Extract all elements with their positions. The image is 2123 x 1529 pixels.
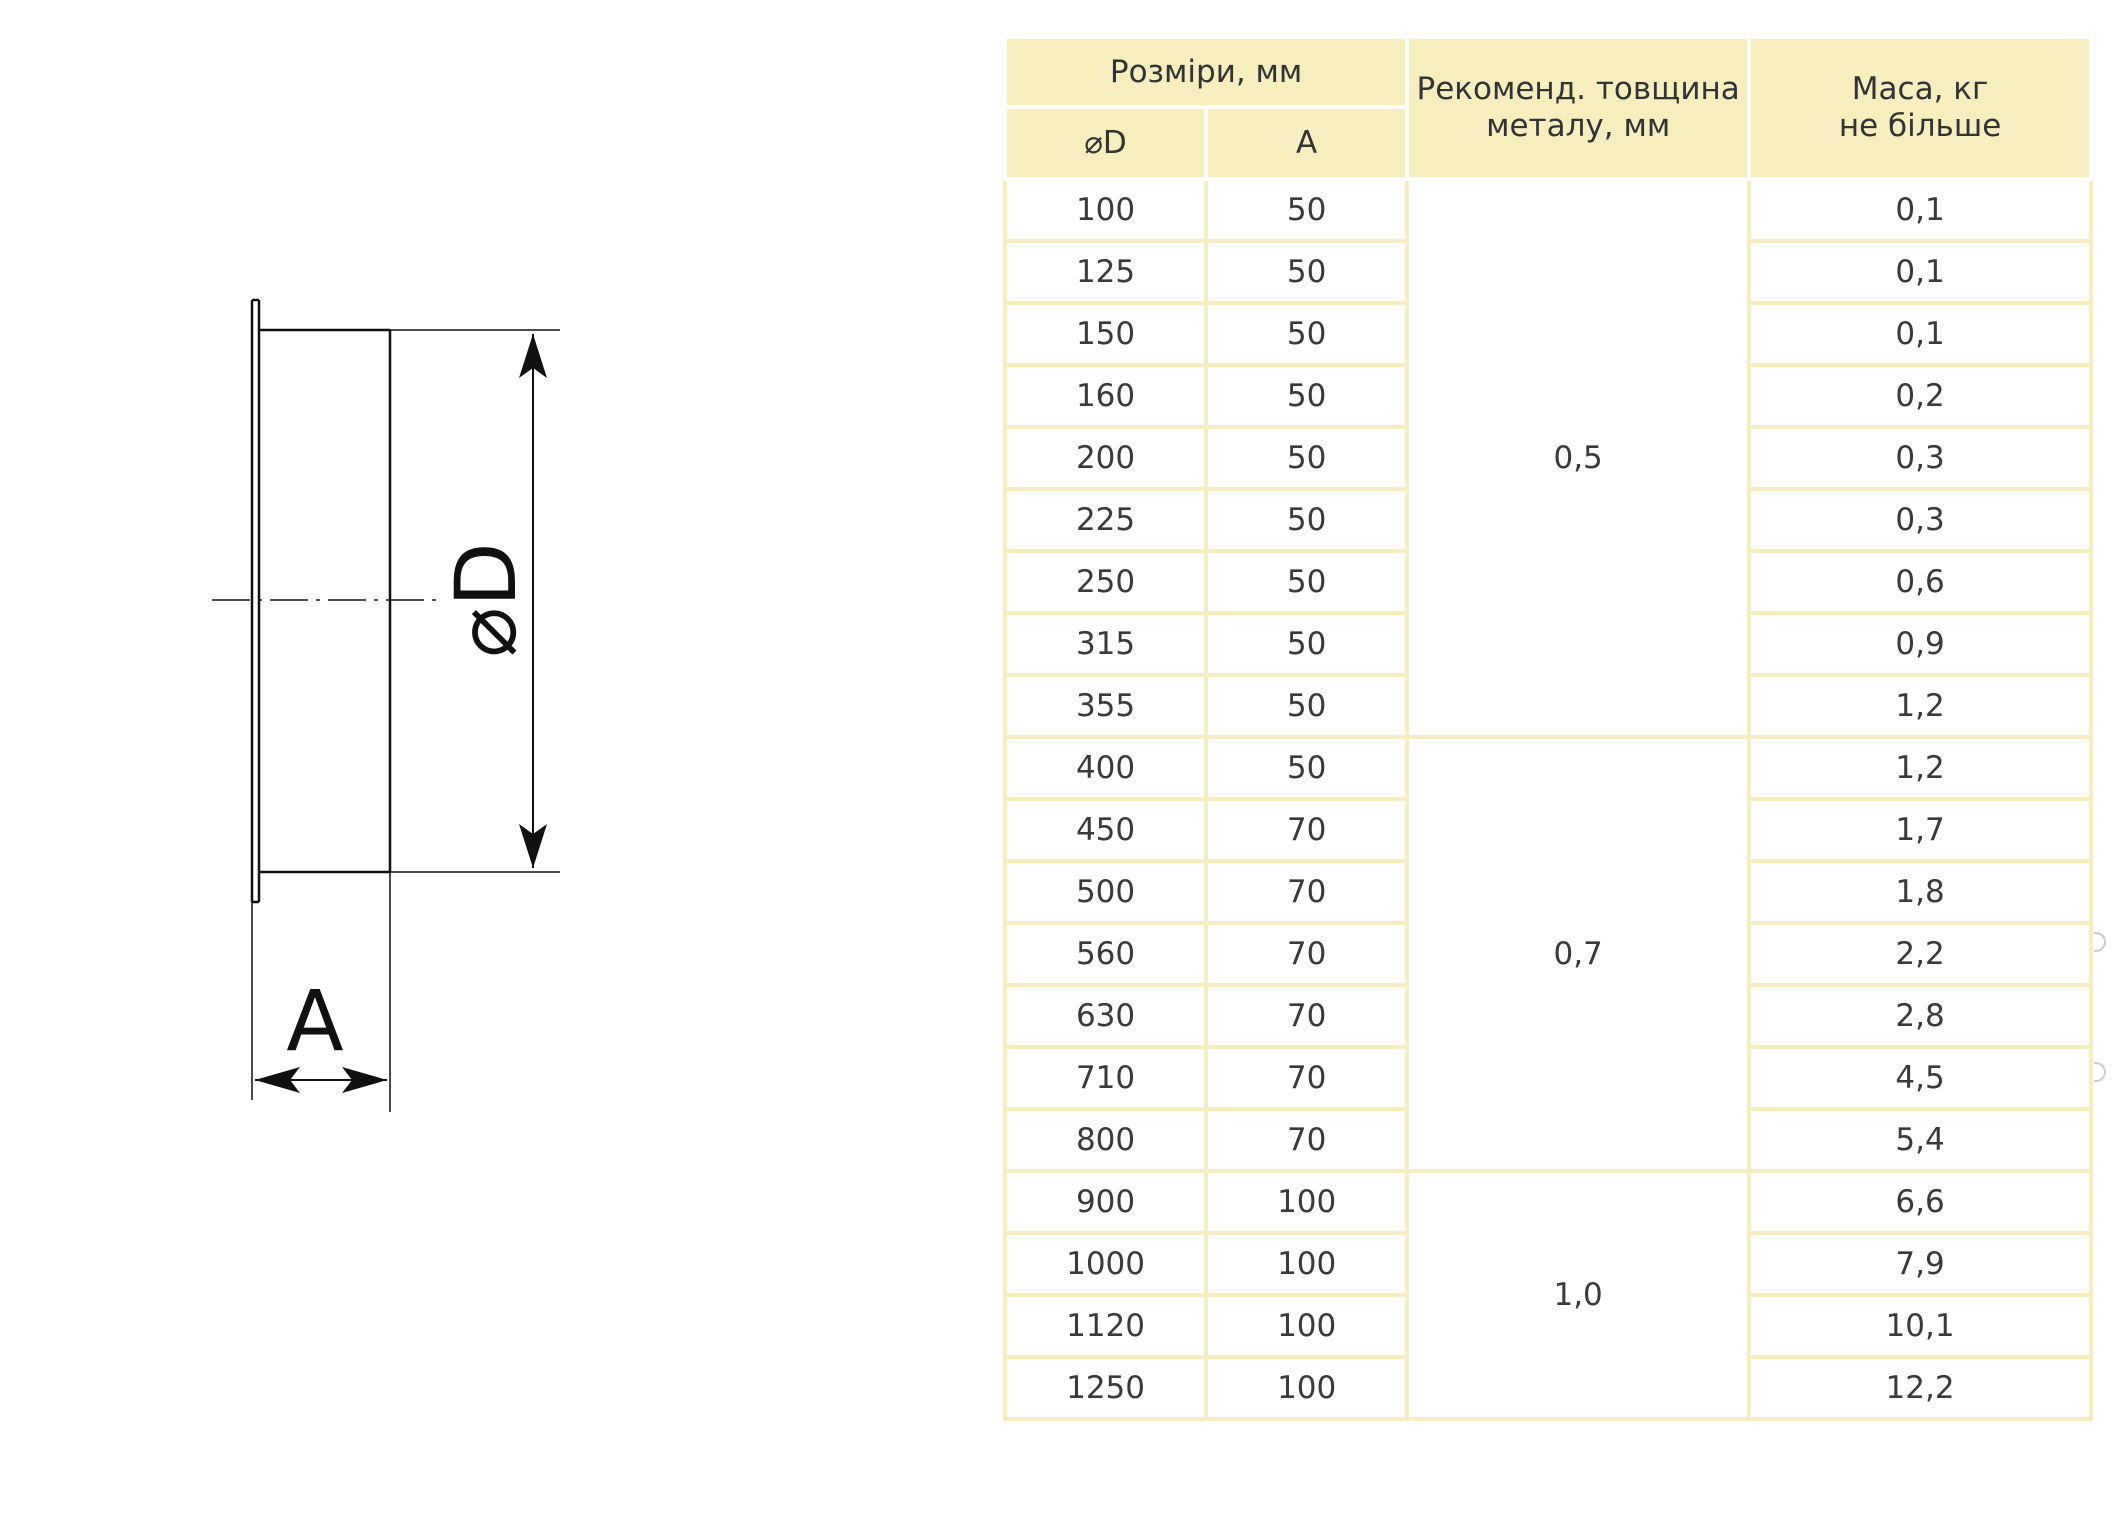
cell-a: 70: [1206, 861, 1407, 923]
cell-a: 50: [1206, 675, 1407, 737]
header-mass: [1749, 37, 2091, 179]
header-thickness: [1407, 37, 1749, 179]
cell-thickness-group: 0,7: [1407, 737, 1749, 1171]
cell-mass: 7,9: [1749, 1233, 2091, 1295]
cell-diameter: 1120: [1005, 1295, 1206, 1357]
header-mass-line2: не більше: [1838, 108, 2002, 144]
header-mass-line1: Маса, кг: [1851, 71, 1989, 107]
cell-a: 100: [1206, 1233, 1407, 1295]
cell-diameter: 1000: [1005, 1233, 1206, 1295]
table-row: [1005, 1171, 2091, 1233]
cell-diameter: 125: [1005, 241, 1206, 303]
cell-diameter: 160: [1005, 365, 1206, 427]
cell-mass: 0,3: [1749, 489, 2091, 551]
a-label: A: [286, 972, 344, 1070]
cell-diameter: 560: [1005, 923, 1206, 985]
cell-a: 70: [1206, 1047, 1407, 1109]
cell-mass: 2,2: [1749, 923, 2091, 985]
cell-mass: 4,5: [1749, 1047, 2091, 1109]
header-row-1: [1005, 37, 2091, 107]
cell-mass: 0,9: [1749, 613, 2091, 675]
header-diameter: ⌀D: [1005, 107, 1206, 179]
cell-mass: 2,8: [1749, 985, 2091, 1047]
cell-diameter: 100: [1005, 179, 1206, 241]
cell-diameter: 150: [1005, 303, 1206, 365]
cell-mass: 10,1: [1749, 1295, 2091, 1357]
cell-diameter: 250: [1005, 551, 1206, 613]
cell-mass: 1,2: [1749, 737, 2091, 799]
cell-diameter: 315: [1005, 613, 1206, 675]
cell-a: 100: [1206, 1295, 1407, 1357]
cell-a: 50: [1206, 179, 1407, 241]
header-thickness-line1: Рекоменд. товщина: [1416, 71, 1740, 107]
diameter-label: ⌀D: [437, 542, 535, 658]
cell-mass: 5,4: [1749, 1109, 2091, 1171]
cell-a: 100: [1206, 1171, 1407, 1233]
cell-mass: 1,2: [1749, 675, 2091, 737]
cell-mass: 0,6: [1749, 551, 2091, 613]
cell-a: 70: [1206, 923, 1407, 985]
cell-a: 50: [1206, 613, 1407, 675]
header-sizes: Розміри, мм: [1005, 37, 1407, 107]
cell-a: 50: [1206, 241, 1407, 303]
cell-a: 50: [1206, 303, 1407, 365]
cell-a: 70: [1206, 799, 1407, 861]
cell-a: 50: [1206, 365, 1407, 427]
cell-mass: 12,2: [1749, 1357, 2091, 1419]
cell-mass: 0,1: [1749, 179, 2091, 241]
table-row: [1005, 737, 2091, 799]
cell-a: 50: [1206, 489, 1407, 551]
cell-mass: 0,2: [1749, 365, 2091, 427]
cell-diameter: 630: [1005, 985, 1206, 1047]
cell-a: 50: [1206, 551, 1407, 613]
cell-thickness-group: 0,5: [1407, 179, 1749, 737]
cell-diameter: 900: [1005, 1171, 1206, 1233]
cell-mass: 1,7: [1749, 799, 2091, 861]
table-row: [1005, 179, 2091, 241]
cell-mass: 0,1: [1749, 241, 2091, 303]
cell-diameter: 225: [1005, 489, 1206, 551]
cell-mass: 0,1: [1749, 303, 2091, 365]
cell-mass: 0,3: [1749, 427, 2091, 489]
header-a: А: [1206, 107, 1407, 179]
cell-a: 70: [1206, 1109, 1407, 1171]
cell-diameter: 500: [1005, 861, 1206, 923]
cell-a: 70: [1206, 985, 1407, 1047]
cell-diameter: 1250: [1005, 1357, 1206, 1419]
cell-diameter: 200: [1005, 427, 1206, 489]
cell-mass: 6,6: [1749, 1171, 2091, 1233]
cell-a: 50: [1206, 427, 1407, 489]
cell-mass: 1,8: [1749, 861, 2091, 923]
cell-diameter: 800: [1005, 1109, 1206, 1171]
cell-diameter: 450: [1005, 799, 1206, 861]
cell-thickness-group: 1,0: [1407, 1171, 1749, 1419]
spec-table: [1003, 35, 2093, 1421]
header-thickness-line2: металу, мм: [1486, 108, 1671, 144]
cell-a: 50: [1206, 737, 1407, 799]
cell-diameter: 400: [1005, 737, 1206, 799]
cell-a: 100: [1206, 1357, 1407, 1419]
cell-diameter: 710: [1005, 1047, 1206, 1109]
cell-diameter: 355: [1005, 675, 1206, 737]
